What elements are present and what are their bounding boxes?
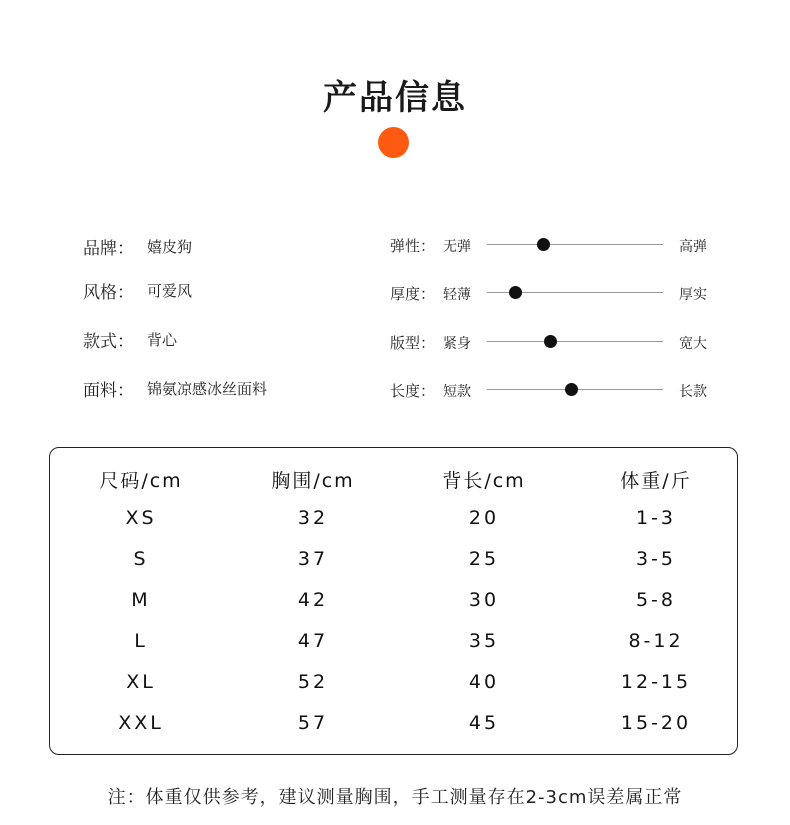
table-cell: 12-15 bbox=[620, 671, 692, 693]
attribute-label: 风格： bbox=[83, 282, 134, 303]
table-cell: L bbox=[134, 630, 148, 652]
scale-length bbox=[390, 374, 720, 404]
table-cell: M bbox=[131, 589, 151, 611]
scale-high-label: 宽大 bbox=[679, 336, 707, 352]
scale-low-label: 短款 bbox=[443, 384, 471, 400]
table-cell: 32 bbox=[297, 507, 329, 529]
attribute-value: 背心 bbox=[147, 330, 178, 349]
table-cell: 3-5 bbox=[635, 548, 677, 570]
footnote: 注：体重仅供参考，建议测量胸围，手工测量存在2-3cm误差属正常 bbox=[107, 787, 683, 808]
table-header: 背长/cm bbox=[442, 470, 526, 492]
attribute-value: 锦氨凉感冰丝面料 bbox=[147, 379, 268, 398]
table-cell: 42 bbox=[297, 589, 329, 611]
scale-low-label: 轻薄 bbox=[443, 287, 471, 303]
scale-track bbox=[487, 244, 663, 245]
table-header: 尺码/cm bbox=[99, 470, 183, 492]
table-cell: XXL bbox=[118, 712, 164, 734]
scale-label: 弹性： bbox=[390, 237, 436, 255]
attribute-fabric bbox=[83, 373, 267, 403]
scale-high-label: 厚实 bbox=[679, 287, 707, 303]
table-cell: XS bbox=[125, 507, 157, 529]
scale-fit bbox=[390, 326, 720, 356]
table-cell: 40 bbox=[468, 671, 500, 693]
scale-thickness bbox=[390, 277, 720, 307]
table-cell: 37 bbox=[297, 548, 329, 570]
attribute-brand bbox=[83, 231, 192, 261]
table-cell: 25 bbox=[468, 548, 500, 570]
scale-label: 长度： bbox=[390, 382, 436, 400]
accent-dot bbox=[378, 127, 409, 158]
table-cell: 8-12 bbox=[628, 630, 684, 652]
table-cell: S bbox=[133, 548, 149, 570]
attribute-label: 品牌： bbox=[83, 238, 134, 259]
scale-knob bbox=[537, 238, 550, 251]
table-cell: 35 bbox=[468, 630, 500, 652]
table-cell: 57 bbox=[297, 712, 329, 734]
scale-low-label: 紧身 bbox=[443, 336, 471, 352]
scale-high-label: 高弹 bbox=[679, 239, 707, 255]
scale-low-label: 无弹 bbox=[443, 239, 471, 255]
table-cell: 52 bbox=[297, 671, 329, 693]
attribute-style bbox=[83, 275, 192, 305]
attribute-type bbox=[83, 324, 177, 354]
scale-track bbox=[487, 341, 663, 342]
table-cell: XL bbox=[126, 671, 156, 693]
table-cell: 30 bbox=[468, 589, 500, 611]
scale-knob bbox=[509, 286, 522, 299]
scale-knob bbox=[565, 383, 578, 396]
table-cell: 5-8 bbox=[635, 589, 677, 611]
attribute-label: 款式： bbox=[83, 331, 134, 352]
scale-label: 版型： bbox=[390, 334, 436, 352]
page-title: 产品信息 bbox=[323, 78, 467, 118]
attribute-label: 面料： bbox=[83, 380, 134, 401]
attribute-value: 嬉皮狗 bbox=[147, 237, 193, 256]
table-header: 胸围/cm bbox=[271, 470, 355, 492]
scale-knob bbox=[544, 335, 557, 348]
scale-elasticity bbox=[390, 229, 720, 259]
table-cell: 45 bbox=[468, 712, 500, 734]
table-cell: 15-20 bbox=[620, 712, 692, 734]
table-cell: 20 bbox=[468, 507, 500, 529]
table-cell: 1-3 bbox=[635, 507, 677, 529]
table-header: 体重/斤 bbox=[620, 470, 692, 492]
attribute-value: 可爱风 bbox=[147, 281, 193, 300]
table-cell: 47 bbox=[297, 630, 329, 652]
size-table bbox=[49, 447, 738, 755]
scale-label: 厚度： bbox=[390, 285, 436, 303]
scale-high-label: 长款 bbox=[679, 384, 707, 400]
